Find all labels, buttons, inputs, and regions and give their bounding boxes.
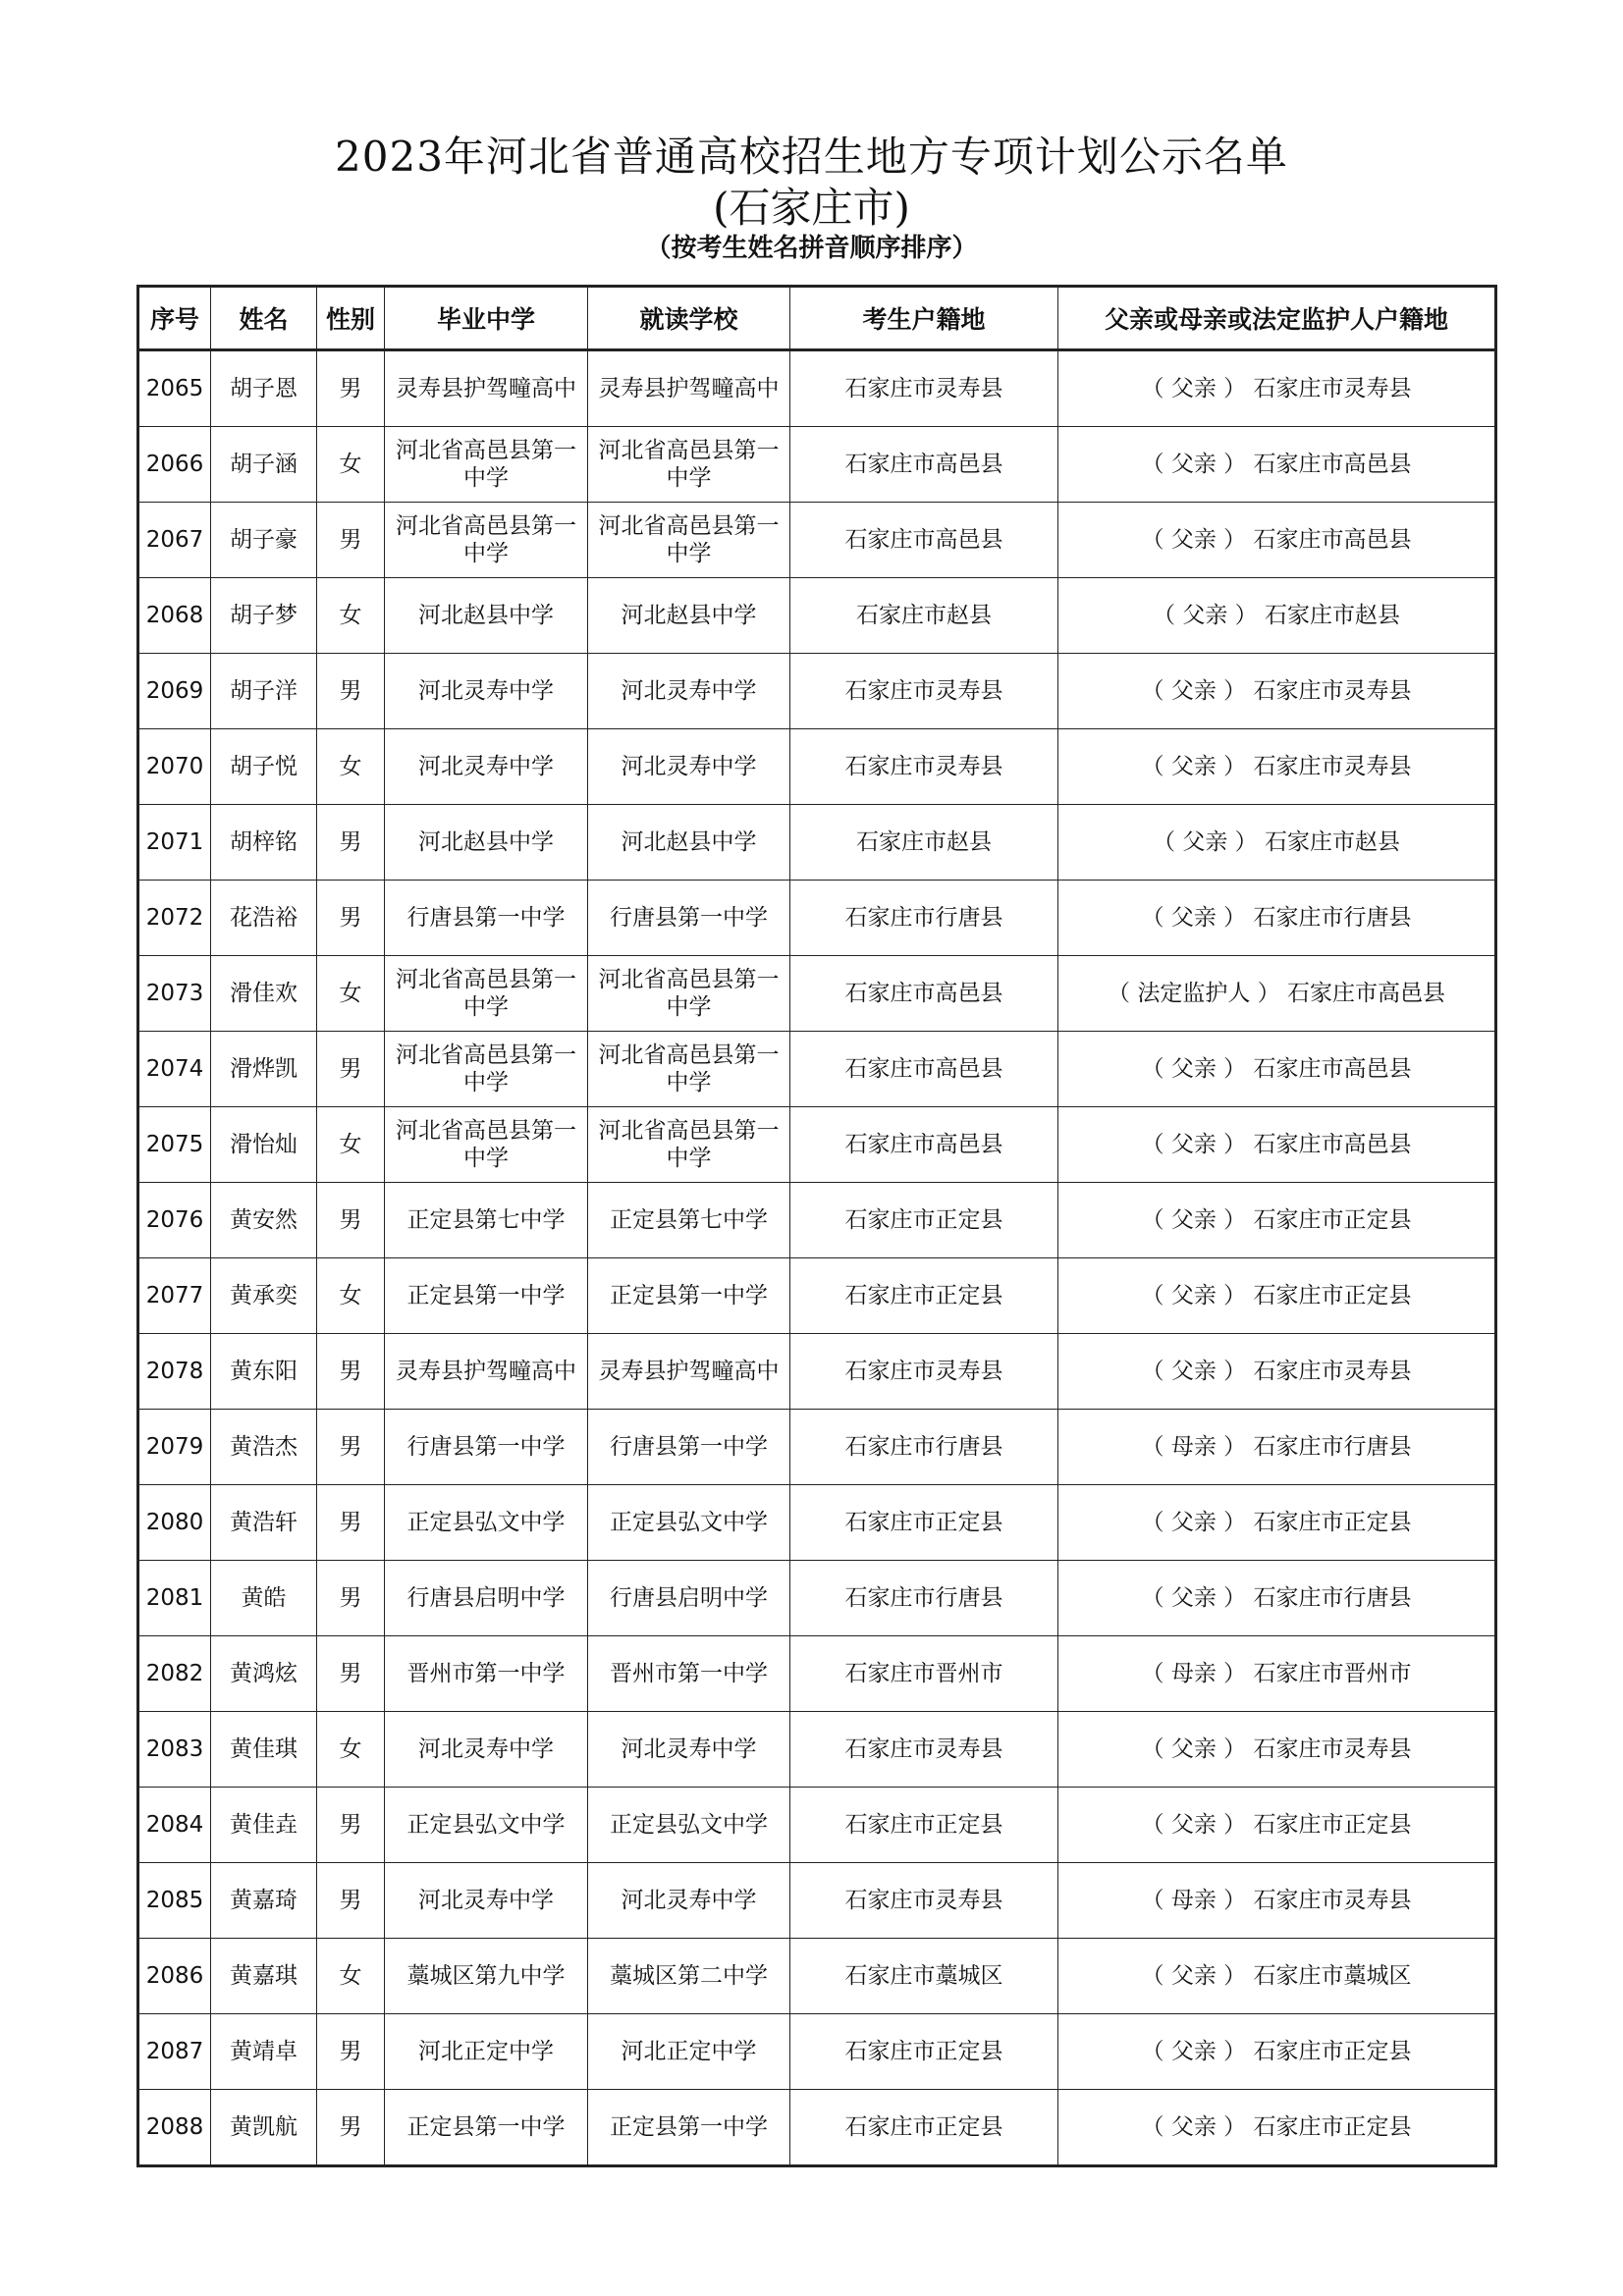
cell-guardian-hukou: （ 母亲 ） 石家庄市灵寿县 <box>1058 1863 1496 1939</box>
cell-current-school: 河北灵寿中学 <box>588 1712 790 1788</box>
header-current-school: 就读学校 <box>588 287 790 350</box>
cell-graduate-school: 灵寿县护驾疃高中 <box>385 350 588 427</box>
table-row <box>138 1636 1496 1712</box>
cell-current-school: 河北赵县中学 <box>588 578 790 654</box>
cell-graduate-school: 河北省高邑县第一中学 <box>385 1032 588 1107</box>
cell-student-hukou: 石家庄市灵寿县 <box>790 729 1058 805</box>
cell-current-school: 河北灵寿中学 <box>588 729 790 805</box>
cell-seq: 2085 <box>138 1863 211 1939</box>
cell-name: 黄凯航 <box>211 2090 317 2166</box>
cell-graduate-school: 河北赵县中学 <box>385 578 588 654</box>
cell-name: 黄皓 <box>211 1561 317 1636</box>
cell-gender: 男 <box>317 1032 385 1107</box>
cell-name: 黄嘉琪 <box>211 1939 317 2014</box>
cell-graduate-school: 河北赵县中学 <box>385 805 588 881</box>
cell-graduate-school: 正定县弘文中学 <box>385 1485 588 1561</box>
header-guardian-hukou: 父亲或母亲或法定监护人户籍地 <box>1058 287 1496 350</box>
cell-seq: 2080 <box>138 1485 211 1561</box>
table-header <box>138 287 1496 350</box>
header-name: 姓名 <box>211 287 317 350</box>
table-row <box>138 1183 1496 1258</box>
cell-current-school: 正定县第一中学 <box>588 2090 790 2166</box>
cell-guardian-hukou: （ 父亲 ） 石家庄市正定县 <box>1058 1183 1496 1258</box>
cell-seq: 2070 <box>138 729 211 805</box>
table-row <box>138 578 1496 654</box>
cell-name: 滑烨凯 <box>211 1032 317 1107</box>
cell-seq: 2077 <box>138 1258 211 1334</box>
cell-current-school: 正定县弘文中学 <box>588 1485 790 1561</box>
cell-gender: 男 <box>317 1863 385 1939</box>
cell-seq: 2068 <box>138 578 211 654</box>
cell-guardian-hukou: （ 父亲 ） 石家庄市高邑县 <box>1058 503 1496 578</box>
cell-name: 黄佳琪 <box>211 1712 317 1788</box>
table-row <box>138 350 1496 427</box>
cell-student-hukou: 石家庄市高邑县 <box>790 956 1058 1032</box>
cell-current-school: 行唐县第一中学 <box>588 1410 790 1485</box>
cell-student-hukou: 石家庄市赵县 <box>790 578 1058 654</box>
cell-guardian-hukou: （ 父亲 ） 石家庄市高邑县 <box>1058 427 1496 503</box>
cell-name: 胡子悦 <box>211 729 317 805</box>
table-row <box>138 1107 1496 1183</box>
cell-current-school: 藁城区第二中学 <box>588 1939 790 2014</box>
cell-student-hukou: 石家庄市灵寿县 <box>790 1712 1058 1788</box>
table-row <box>138 1863 1496 1939</box>
cell-guardian-hukou: （ 父亲 ） 石家庄市灵寿县 <box>1058 350 1496 427</box>
cell-gender: 女 <box>317 1107 385 1183</box>
cell-seq: 2086 <box>138 1939 211 2014</box>
cell-student-hukou: 石家庄市晋州市 <box>790 1636 1058 1712</box>
table-row <box>138 1334 1496 1410</box>
cell-graduate-school: 正定县第一中学 <box>385 2090 588 2166</box>
header-row <box>138 287 1496 350</box>
cell-student-hukou: 石家庄市行唐县 <box>790 1561 1058 1636</box>
cell-name: 胡梓铭 <box>211 805 317 881</box>
table-row <box>138 729 1496 805</box>
cell-current-school: 河北正定中学 <box>588 2014 790 2090</box>
table-row <box>138 1561 1496 1636</box>
cell-student-hukou: 石家庄市藁城区 <box>790 1939 1058 2014</box>
table-row <box>138 1410 1496 1485</box>
cell-gender: 男 <box>317 1334 385 1410</box>
document-subtitle-city: (石家庄市) <box>713 184 910 232</box>
cell-gender: 女 <box>317 956 385 1032</box>
header-gender: 性别 <box>317 287 385 350</box>
cell-current-school: 河北省高邑县第一中学 <box>588 1032 790 1107</box>
cell-name: 黄鸿炫 <box>211 1636 317 1712</box>
cell-name: 胡子涵 <box>211 427 317 503</box>
cell-student-hukou: 石家庄市正定县 <box>790 1788 1058 1863</box>
cell-guardian-hukou: （ 父亲 ） 石家庄市正定县 <box>1058 1485 1496 1561</box>
cell-guardian-hukou: （ 法定监护人 ） 石家庄市高邑县 <box>1058 956 1496 1032</box>
cell-seq: 2088 <box>138 2090 211 2166</box>
cell-current-school: 行唐县启明中学 <box>588 1561 790 1636</box>
cell-name: 胡子梦 <box>211 578 317 654</box>
cell-name: 黄靖卓 <box>211 2014 317 2090</box>
table-row <box>138 956 1496 1032</box>
cell-current-school: 河北灵寿中学 <box>588 1863 790 1939</box>
cell-gender: 女 <box>317 729 385 805</box>
table-row <box>138 881 1496 956</box>
cell-graduate-school: 河北灵寿中学 <box>385 654 588 729</box>
cell-graduate-school: 行唐县启明中学 <box>385 1561 588 1636</box>
cell-graduate-school: 藁城区第九中学 <box>385 1939 588 2014</box>
cell-current-school: 晋州市第一中学 <box>588 1636 790 1712</box>
cell-seq: 2083 <box>138 1712 211 1788</box>
cell-guardian-hukou: （ 父亲 ） 石家庄市高邑县 <box>1058 1107 1496 1183</box>
cell-gender: 女 <box>317 1712 385 1788</box>
cell-gender: 女 <box>317 1939 385 2014</box>
cell-graduate-school: 河北省高邑县第一中学 <box>385 1107 588 1183</box>
table-row <box>138 2090 1496 2166</box>
cell-graduate-school: 灵寿县护驾疃高中 <box>385 1334 588 1410</box>
cell-gender: 男 <box>317 2090 385 2166</box>
cell-current-school: 河北省高邑县第一中学 <box>588 1107 790 1183</box>
cell-graduate-school: 正定县第七中学 <box>385 1183 588 1258</box>
document-sort-note: （按考生姓名拼音顺序排序） <box>645 234 978 263</box>
cell-student-hukou: 石家庄市灵寿县 <box>790 1334 1058 1410</box>
table-row <box>138 1712 1496 1788</box>
cell-name: 胡子恩 <box>211 350 317 427</box>
table-row <box>138 427 1496 503</box>
cell-student-hukou: 石家庄市正定县 <box>790 1258 1058 1334</box>
table-row <box>138 1258 1496 1334</box>
cell-seq: 2081 <box>138 1561 211 1636</box>
cell-name: 黄安然 <box>211 1183 317 1258</box>
cell-seq: 2073 <box>138 956 211 1032</box>
cell-guardian-hukou: （ 父亲 ） 石家庄市灵寿县 <box>1058 729 1496 805</box>
table-row <box>138 654 1496 729</box>
cell-student-hukou: 石家庄市高邑县 <box>790 427 1058 503</box>
cell-student-hukou: 石家庄市高邑县 <box>790 503 1058 578</box>
cell-gender: 男 <box>317 1561 385 1636</box>
cell-gender: 男 <box>317 1410 385 1485</box>
cell-current-school: 河北省高邑县第一中学 <box>588 427 790 503</box>
cell-student-hukou: 石家庄市灵寿县 <box>790 1863 1058 1939</box>
cell-seq: 2066 <box>138 427 211 503</box>
cell-current-school: 河北省高邑县第一中学 <box>588 956 790 1032</box>
cell-graduate-school: 河北灵寿中学 <box>385 729 588 805</box>
cell-guardian-hukou: （ 父亲 ） 石家庄市正定县 <box>1058 1788 1496 1863</box>
cell-guardian-hukou: （ 父亲 ） 石家庄市行唐县 <box>1058 881 1496 956</box>
cell-student-hukou: 石家庄市高邑县 <box>790 1107 1058 1183</box>
cell-guardian-hukou: （ 父亲 ） 石家庄市灵寿县 <box>1058 1334 1496 1410</box>
cell-guardian-hukou: （ 母亲 ） 石家庄市晋州市 <box>1058 1636 1496 1712</box>
cell-gender: 男 <box>317 503 385 578</box>
cell-guardian-hukou: （ 父亲 ） 石家庄市正定县 <box>1058 2090 1496 2166</box>
cell-current-school: 河北灵寿中学 <box>588 654 790 729</box>
cell-seq: 2082 <box>138 1636 211 1712</box>
cell-student-hukou: 石家庄市正定县 <box>790 2014 1058 2090</box>
cell-gender: 女 <box>317 578 385 654</box>
cell-current-school: 正定县弘文中学 <box>588 1788 790 1863</box>
cell-student-hukou: 石家庄市正定县 <box>790 1183 1058 1258</box>
cell-guardian-hukou: （ 父亲 ） 石家庄市高邑县 <box>1058 1032 1496 1107</box>
cell-graduate-school: 河北灵寿中学 <box>385 1712 588 1788</box>
table-row <box>138 2014 1496 2090</box>
cell-gender: 男 <box>317 1485 385 1561</box>
cell-name: 花浩裕 <box>211 881 317 956</box>
table-row <box>138 1485 1496 1561</box>
cell-graduate-school: 正定县第一中学 <box>385 1258 588 1334</box>
cell-name: 胡子洋 <box>211 654 317 729</box>
cell-name: 黄浩轩 <box>211 1485 317 1561</box>
cell-seq: 2076 <box>138 1183 211 1258</box>
cell-guardian-hukou: （ 父亲 ） 石家庄市行唐县 <box>1058 1561 1496 1636</box>
cell-seq: 2065 <box>138 350 211 427</box>
cell-gender: 男 <box>317 654 385 729</box>
cell-graduate-school: 正定县弘文中学 <box>385 1788 588 1863</box>
cell-seq: 2078 <box>138 1334 211 1410</box>
cell-name: 黄东阳 <box>211 1334 317 1410</box>
cell-gender: 女 <box>317 1258 385 1334</box>
cell-student-hukou: 石家庄市赵县 <box>790 805 1058 881</box>
header-graduate-school: 毕业中学 <box>385 287 588 350</box>
cell-seq: 2079 <box>138 1410 211 1485</box>
cell-current-school: 正定县第一中学 <box>588 1258 790 1334</box>
cell-name: 滑佳欢 <box>211 956 317 1032</box>
cell-gender: 男 <box>317 1183 385 1258</box>
cell-graduate-school: 河北省高邑县第一中学 <box>385 427 588 503</box>
cell-student-hukou: 石家庄市灵寿县 <box>790 654 1058 729</box>
cell-current-school: 灵寿县护驾疃高中 <box>588 1334 790 1410</box>
cell-guardian-hukou: （ 母亲 ） 石家庄市行唐县 <box>1058 1410 1496 1485</box>
cell-seq: 2075 <box>138 1107 211 1183</box>
table-row <box>138 1939 1496 2014</box>
table-row <box>138 503 1496 578</box>
cell-seq: 2084 <box>138 1788 211 1863</box>
cell-guardian-hukou: （ 父亲 ） 石家庄市正定县 <box>1058 1258 1496 1334</box>
cell-name: 滑怡灿 <box>211 1107 317 1183</box>
cell-graduate-school: 行唐县第一中学 <box>385 1410 588 1485</box>
cell-gender: 男 <box>317 2014 385 2090</box>
header-seq: 序号 <box>138 287 211 350</box>
cell-student-hukou: 石家庄市行唐县 <box>790 881 1058 956</box>
cell-seq: 2071 <box>138 805 211 881</box>
header-student-hukou: 考生户籍地 <box>790 287 1058 350</box>
cell-guardian-hukou: （ 父亲 ） 石家庄市藁城区 <box>1058 1939 1496 2014</box>
cell-student-hukou: 石家庄市高邑县 <box>790 1032 1058 1107</box>
cell-name: 黄嘉琦 <box>211 1863 317 1939</box>
cell-seq: 2069 <box>138 654 211 729</box>
cell-current-school: 行唐县第一中学 <box>588 881 790 956</box>
cell-gender: 女 <box>317 427 385 503</box>
cell-gender: 男 <box>317 805 385 881</box>
cell-current-school: 正定县第七中学 <box>588 1183 790 1258</box>
cell-seq: 2074 <box>138 1032 211 1107</box>
cell-gender: 男 <box>317 881 385 956</box>
cell-guardian-hukou: （ 父亲 ） 石家庄市灵寿县 <box>1058 654 1496 729</box>
cell-gender: 男 <box>317 1788 385 1863</box>
cell-seq: 2072 <box>138 881 211 956</box>
cell-name: 黄承奕 <box>211 1258 317 1334</box>
cell-current-school: 河北省高邑县第一中学 <box>588 503 790 578</box>
table-row <box>138 1788 1496 1863</box>
cell-seq: 2067 <box>138 503 211 578</box>
cell-graduate-school: 晋州市第一中学 <box>385 1636 588 1712</box>
cell-graduate-school: 河北正定中学 <box>385 2014 588 2090</box>
cell-guardian-hukou: （ 父亲 ） 石家庄市正定县 <box>1058 2014 1496 2090</box>
cell-guardian-hukou: （ 父亲 ） 石家庄市灵寿县 <box>1058 1712 1496 1788</box>
table-row <box>138 805 1496 881</box>
cell-student-hukou: 石家庄市行唐县 <box>790 1410 1058 1485</box>
cell-graduate-school: 行唐县第一中学 <box>385 881 588 956</box>
cell-graduate-school: 河北灵寿中学 <box>385 1863 588 1939</box>
cell-seq: 2087 <box>138 2014 211 2090</box>
cell-student-hukou: 石家庄市正定县 <box>790 1485 1058 1561</box>
cell-name: 胡子豪 <box>211 503 317 578</box>
roster-table <box>136 285 1497 2167</box>
table-body <box>138 350 1496 2166</box>
cell-graduate-school: 河北省高邑县第一中学 <box>385 503 588 578</box>
table-row <box>138 1032 1496 1107</box>
cell-guardian-hukou: （ 父亲 ） 石家庄市赵县 <box>1058 805 1496 881</box>
cell-current-school: 灵寿县护驾疃高中 <box>588 350 790 427</box>
cell-gender: 男 <box>317 350 385 427</box>
cell-name: 黄浩杰 <box>211 1410 317 1485</box>
cell-graduate-school: 河北省高邑县第一中学 <box>385 956 588 1032</box>
cell-current-school: 河北赵县中学 <box>588 805 790 881</box>
document-title: 2023年河北省普通高校招生地方专项计划公示名单 <box>335 133 1288 181</box>
cell-gender: 男 <box>317 1636 385 1712</box>
cell-guardian-hukou: （ 父亲 ） 石家庄市赵县 <box>1058 578 1496 654</box>
cell-student-hukou: 石家庄市正定县 <box>790 2090 1058 2166</box>
cell-student-hukou: 石家庄市灵寿县 <box>790 350 1058 427</box>
cell-name: 黄佳垚 <box>211 1788 317 1863</box>
